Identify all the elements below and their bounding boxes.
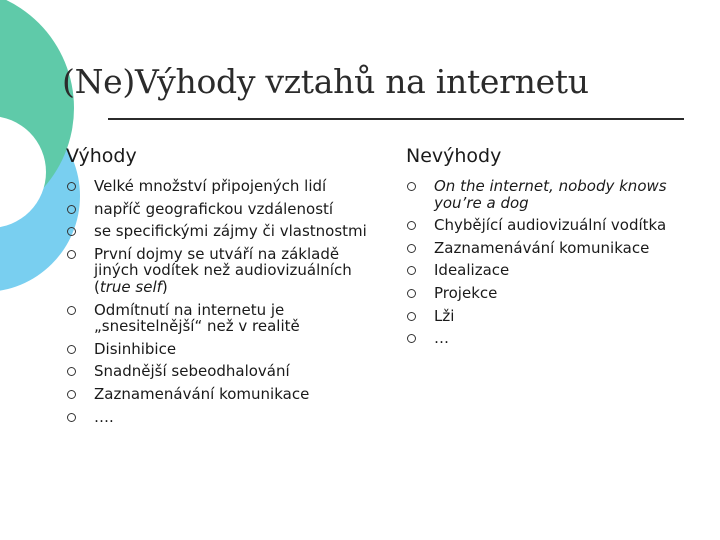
slide-title: (Ne)Výhody vztahů na internetu	[62, 62, 589, 101]
list-item: ….	[66, 409, 384, 426]
list-item: On the internet, nobody knows you’re a dog	[406, 178, 696, 211]
list-item: Chybějící audiovizuální vodítka	[406, 217, 696, 234]
circle-bullet-icon	[407, 221, 416, 230]
list-item: Projekce	[406, 285, 696, 302]
title-underline	[108, 118, 684, 120]
circle-bullet-icon	[407, 266, 416, 275]
disadvantages-list	[406, 178, 696, 347]
list-item: napříč geografickou vzdáleností	[66, 201, 384, 218]
circle-bullet-icon	[67, 205, 76, 214]
list-item: Velké množství připojených lidí	[66, 178, 384, 195]
advantages-heading: Výhody	[66, 145, 137, 167]
circle-bullet-icon	[67, 250, 76, 259]
list-item: Idealizace	[406, 262, 696, 279]
circle-bullet-icon	[67, 345, 76, 354]
circle-bullet-icon	[67, 413, 76, 422]
list-item: První dojmy se utváří na základě jiných vodítek než audiovizuálních (true self)	[66, 246, 384, 296]
list-item: se specifickými zájmy či vlastnostmi	[66, 223, 384, 240]
list-item: Lži	[406, 308, 696, 325]
disadvantages-column	[406, 144, 696, 353]
list-item: Odmítnutí na internetu je „snesitelnější“ než v realitě	[66, 302, 384, 335]
circle-bullet-icon	[67, 390, 76, 399]
list-item: Zaznamenávání komunikace	[66, 386, 384, 403]
circle-bullet-icon	[67, 227, 76, 236]
advantages-list	[66, 178, 384, 425]
circle-bullet-icon	[407, 334, 416, 343]
advantages-column	[66, 144, 384, 431]
list-item: Disinhibice	[66, 341, 384, 358]
list-item: Snadnější sebeodhalování	[66, 363, 384, 380]
circle-bullet-icon	[407, 182, 416, 191]
list-item: …	[406, 330, 696, 347]
circle-bullet-icon	[67, 306, 76, 315]
circle-bullet-icon	[407, 312, 416, 321]
circle-bullet-icon	[407, 244, 416, 253]
circle-bullet-icon	[67, 182, 76, 191]
list-item: Zaznamenávání komunikace	[406, 240, 696, 257]
circle-bullet-icon	[67, 367, 76, 376]
disadvantages-heading: Nevýhody	[406, 145, 502, 167]
circle-bullet-icon	[407, 289, 416, 298]
